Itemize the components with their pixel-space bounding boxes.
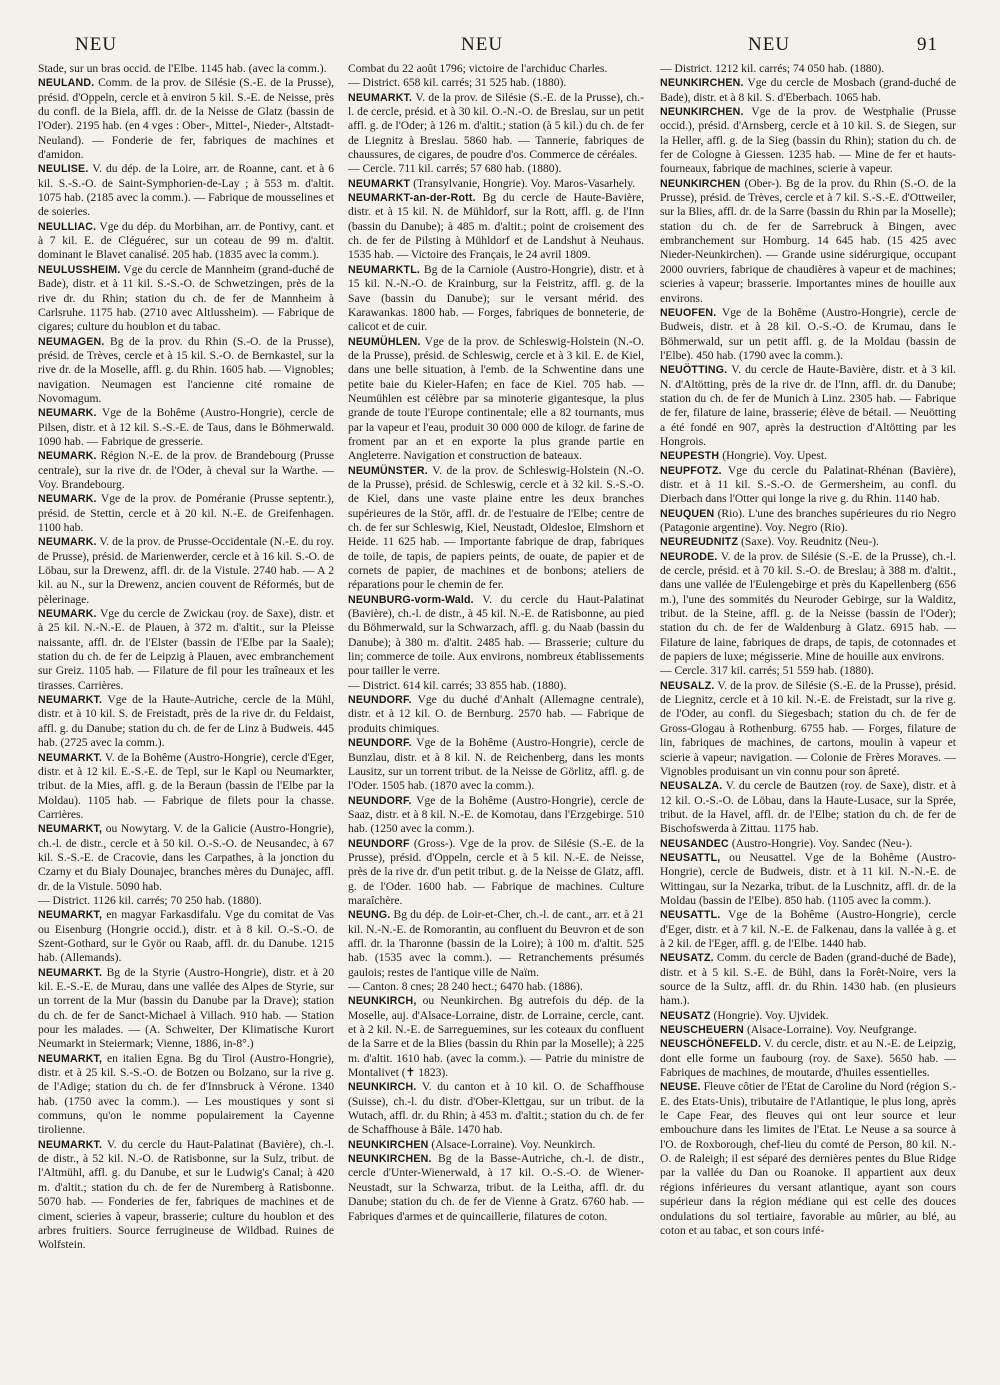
entry-headword: NEUNDORF. [348, 737, 412, 750]
dictionary-entry [348, 1080, 644, 1137]
entry-headword: NEURODE. [660, 550, 718, 563]
entry-text: Vge de la prov. de Schleswig-Holstein (N.-O. de la Prusse), présid. de Schleswig, cercle et à 3 kil. E. de Kiel, dans une belle situation, à l'emb. de la Schwentine dans une petite baie du Kieler-Hafen; en face de Kiel. 705 hab. — Neumühlen est célèbre par sa minoterie gigantesque, la plus grande de toute l'Europe continentale; elle a 82 tournants, mus par la vapeur et l'eau, produit 30 000 000 de kilogr. de farine de froment par an et en exporte la plus grande partie en Angleterre. Navigation et construction de bateaux. [348, 334, 644, 463]
entry-headword: NEUMARKT-an-der-Rott. [348, 192, 476, 205]
running-head-left: NEU [75, 34, 118, 55]
dictionary-entry [348, 593, 644, 679]
entry-headword: NEUMARKT. [348, 91, 413, 104]
entry-text: (Gross-). Vge de la prov. de Silésie (S.-E. de la Prusse), présid. d'Oppeln, cercle et à 5 kil. N.-E. de Neisse, près de la rive dr. d'un petit tribut. g. de la Neisse de Glatz, affl. g. de l'Oder. 1600 hab. — Fabrique de machines. Culture maraîchère. [348, 836, 644, 907]
dictionary-entry [348, 679, 644, 693]
dictionary-entry [38, 449, 334, 492]
entry-headword: NEUMARKT [348, 177, 411, 190]
entry-text: ou Neusattel. Vge de la Bohême (Austro-Hongrie), cercle de Budweis, distr. et à 11 kil. N.-N.-E. de Wittingau, sur la Nezarka, tribut. de la Luschnitz, affl. dr. de la Moldau (bassin de l'Elbe). 850 hab. (1105 avec la comm.). [660, 850, 956, 907]
entry-headword: NEUNKIRCHEN. [660, 106, 744, 119]
dictionary-entry [348, 837, 644, 909]
entry-text: V. de la Bohême (Austro-Hongrie), cercle d'Eger, distr. et à 12 kil. E.-S.-E. de Tepl, sur le Kapl ou Neumarkter, tribut. de la Mies, affl. g. de la Beraun (bassin de l'Elbe par la Moldau). 1105 hab. — Fabrique de filets pour la chasse. Carrières. [38, 750, 334, 821]
dictionary-entry [38, 908, 334, 965]
entry-headword: NEUMARK. [38, 493, 97, 506]
dictionary-entry [38, 1052, 334, 1138]
dictionary-entry [348, 191, 644, 263]
entry-text: Bg de la prov. du Rhin (S.-O. de la Prusse), présid. de Trèves, cercle et à 15 kil. S.-O. de Bernkastel, sur la rive dr. de la Moselle, affl. g. du Rhin. 1605 hab. — Vignobles; navigation. Neumagen est l'ancienne cité romaine de Novomagum. [38, 334, 334, 405]
entry-text: V. du cercle du Haut-Palatinat (Bavière), ch.-l. de distr., à 45 kil. N.-E. de Ratisbonne, au pied du Böhmerwald, sur la Schwarzach, affl. g. du Naab (bassin du Danube); à 380 m. d'altit. 2485 hab. — Brasserie; culture du lin; commerce de toile. Aux environs, nombreux établissements pour tailler le verre. [348, 592, 644, 678]
dictionary-entry [348, 1152, 644, 1224]
column-2 [348, 62, 644, 1372]
entry-headword: NEUNDORF [348, 837, 410, 850]
running-head-center: NEU [461, 34, 504, 55]
entry-headword: NEUMARKT. [38, 751, 103, 764]
dictionary-entry [348, 994, 644, 1080]
dictionary-entry [348, 693, 644, 736]
entry-text: — Cercle. 317 kil. carrés; 51 559 hab. (1880). [660, 664, 874, 678]
entry-text: (Austro-Hongrie). Voy. Sandec (Neu-). [731, 836, 913, 850]
dictionary-entry [38, 535, 334, 607]
dictionary-entry [38, 822, 334, 894]
entry-headword: NEUOFEN. [660, 306, 717, 319]
entry-headword: NEUMARKTL. [348, 263, 421, 276]
dictionary-entry [660, 550, 956, 665]
dictionary-entry [38, 966, 334, 1052]
dictionary-entry [660, 1080, 956, 1238]
dictionary-entry [660, 464, 956, 507]
dictionary-entry [38, 162, 334, 219]
entry-text: V. du dép. de la Loire, arr. de Roanne, cant. et à 6 kil. S.-S.-O. de Saint-Symphorien-de-Lay ; à 553 m. d'altit. 1075 hab. (2185 avec la comm.). — Fabrique de mousselines et de soieries. [38, 162, 334, 219]
entry-headword: NEUSANDEC [660, 837, 729, 850]
entry-headword: NEUMARK. [38, 536, 97, 549]
dictionary-entry [348, 980, 644, 994]
entry-text: Comm. du cercle de Baden (grand-duché de Bade), distr. et à 5 kil. S.-E. de Bühl, dans la Forêt-Noire, vers la source de la Sultz, affl. dr. du Rhin. 1430 hab. (en plusieurs ham.). [660, 951, 956, 1008]
entry-headword: NEULLIAC. [38, 220, 97, 233]
entry-text: Vge du cercle de Zwickau (roy. de Saxe), distr. et à 25 kil. N.-N.-E. de Plauen, à 372 m. d'altit., sur la Pleisse naissante, affl. dr. de l'Elster (bassin de l'Elbe par la Saale); station du ch. de fer de Leipzig à Plauen, avec embranchement sur Greiz. 1105 hab. — Filature de fil pour les traîneaux et les tirasses. Carrières. [38, 607, 334, 692]
entry-text: — Cercle. 711 kil. carrés; 57 680 hab. (1880). [348, 162, 562, 176]
entry-headword: NEUMARKT, [38, 823, 103, 836]
dictionary-entry [660, 507, 956, 536]
entry-text: en magyar Farkasdifalu. Vge du comitat de Vas ou Eisenburg (Hongrie occid.), distr. et à 8 kil. O.-S.-O. de Szent-Gothard, sur le Györ ou Raab, affl. dr. du Danube. 1215 hab. (Allemands). [38, 908, 334, 965]
dictionary-entry [660, 306, 956, 363]
entry-headword: NEUMARKT, [38, 1052, 103, 1065]
dictionary-entry [38, 62, 334, 76]
entry-text: — District. 1212 kil. carrés; 74 050 hab. (1880). [660, 62, 885, 75]
entry-text: V. de la prov. de Schleswig-Holstein (N.-O. de la Prusse), présid. de Schleswig, cercle et à 32 kil. S.-S.-O. de Kiel, dans une vaste plaine entre les deux branches supérieures de la Stör, affl. dr. de l'estuaire de l'Elbe; centre de ch. de fer sur Schleswig, Kiel, Neustadt, Oldesloe, Elmshorn et Heide. 11 625 hab. — Importante fabrique de drap, fabriques de toile, de tapis, de papiers peints, de ouate, de papier et de cornets de papier, de machines et de bonbons; ateliers de réparations pour le chemin de fer. [348, 463, 644, 592]
entry-text: ou Neunkirchen. Bg autrefois du dép. de la Moselle, auj. d'Alsace-Lorraine, distr. de Lorraine, cercle, cant. et à 2 kil. N.-E. de Sarreguemines, sur les coteaux du confluent de la Sarre et de la Blies (bassin du Rhin par la Moselle); à 225 m. d'altit. 1610 hab. (avec la comm.). — Patrie du ministre de Montalivet (✝ 1823). [348, 994, 644, 1080]
dictionary-entry [660, 1023, 956, 1037]
entry-headword: NEUNKIRCH. [348, 1081, 417, 1094]
entry-headword: NEUSATZ. [660, 952, 714, 965]
dictionary-entry [38, 220, 334, 263]
entry-text: Vge de la prov. de Poméranie (Prusse septentr.), présid. de Stettin, cercle et à 20 kil. N.-E. de Greifenhagen. 1100 hab. [38, 492, 334, 534]
entry-headword: NEUMARKT. [38, 966, 103, 979]
entry-text: (Transylvanie, Hongrie). Voy. Maros-Vasarhely. [413, 176, 636, 190]
entry-headword: NEUSATTL, [660, 851, 721, 864]
entry-headword: NEULAND. [38, 77, 95, 90]
dictionary-entry [348, 62, 644, 76]
entry-text: (Saxe). Voy. Reudnitz (Neu-). [741, 535, 879, 549]
dictionary-entry [660, 679, 956, 779]
entry-headword: NEUMARK. [38, 608, 97, 621]
entry-headword: NEUNKIRCH, [348, 995, 417, 1008]
entry-text: Vge de la Haute-Autriche, cercle de la Mühl, distr. et à 10 kil. S. de Freistadt, près de la rive dr. du Feldaist, affl. g. du Danube; station du ch. de fer de Linz à Budweis. 445 hab. (2725 avec la comm.). [38, 693, 334, 750]
page-number: 91 [917, 34, 938, 55]
entry-headword: NEUPESTH [660, 450, 720, 463]
dictionary-entry [660, 105, 956, 177]
entry-text: — District. 658 kil. carrés; 31 525 hab. (1880). [348, 76, 567, 90]
entry-text: (Ober-). Bg de la prov. du Rhin (S.-O. de la Prusse), présid. de Trèves, cercle et à 7 kil. S.-S.-E. d'Ottweiler, sur la Blies, affl. dr. de la Sarre (bassin du Rhin par la Moselle); station du ch. de fer de Sarrebruck à Bingen, avec embranchement sur Homburg. 14 645 hab. (15 425 avec Nieder-Neunkirchen). — Grande usine sidérurgique, occupant 2000 ouvriers, fabrique de chaudières à vapeur et de machines; scieries à vapeur; brasserie. Importantes mines de houille aux environs. [660, 176, 956, 305]
entry-text: V. de la prov. de Silésie (S.-E. de la Prusse), ch.-l. de cercle, présid. et à 70 kil. S.-O. de Breslau; à 388 m. d'altit., dans une vallée de l'Eulengebirge et près du Kapellenberg (656 m.), l'une des sommités du Neuroder Gebirge, sur la Walditz, tribut. de la Steine, affl. g. de la Neisse (bassin de l'Oder); station du ch. de fer de Waldenburg à Glatz. 6915 hab. — Filature de laine, fabriques de draps, de tapis, de cotonnades et de papiers de luxe; mégisserie. Mine de houille aux environs. [660, 549, 956, 664]
dictionary-entry [348, 1138, 644, 1152]
entry-text: V. du cercle, distr. et au N.-E. de Leipzig, dont elle forme un faubourg (roy. de Saxe). 5650 hab. — Fabriques de machines, de moutarde, d'huiles essentielles. [660, 1037, 956, 1080]
entry-text: Vge de la Bohême (Austro-Hongrie), cercle de Saaz, distr. et à 8 kil. N.-E. de Komotau, dans l'Erzgebirge. 510 hab. (1250 avec la comm.). [348, 793, 644, 836]
entry-text: V. de la prov. de Silésie (S.-E. de la Prusse), ch.-l. de cercle, présid. et à 30 kil. O.-N.-O. de Breslau, sur un petit affl. g. de l'Oder; à 126 m. d'altit.; station (à 5 kil.) du ch. de fer de Liegnitz à Breslau. 5860 hab. — Tannerie, fabriques de chaussures, de cigares, de poudre d'os. Commerce de céréales. [348, 90, 644, 162]
dictionary-entry [348, 76, 644, 90]
entry-text: Vge de la prov. de Westphalie (Prusse occid.), présid. d'Arnsberg, cercle et à 10 kil. S. de Siegen, sur la Heller, affl. g. de la Sieg (bassin du Rhin); station du ch. de fer de Cologne à Giessen. 1235 hab. — Mine de fer et hauts-fourneaux, fabrique de machines, scierie à vapeur. [660, 105, 956, 176]
entry-text: Vge de la Bohême (Austro-Hongrie), cercle de Budweis, distr. et à 28 kil. O.-S.-O. de Krumau, dans le Böhmerwald, sur un petit affl. g. de la Moldau (bassin de l'Elbe). 450 hab. (1790 avec la comm.). [660, 305, 956, 362]
running-head-right: NEU [748, 34, 791, 55]
entry-headword: NEUSALZ. [660, 679, 715, 692]
entry-headword: NEUNBURG-vorm-Wald. [348, 593, 474, 606]
entry-text: (Alsace-Lorraine). Voy. Neufgrange. [746, 1023, 917, 1037]
entry-headword: NEUMARK. [38, 407, 97, 420]
entry-headword: NEUMARKT. [38, 1138, 103, 1151]
entry-text: (Hongrie). Voy. Upest. [722, 449, 827, 463]
entry-headword: NEUMARKT. [38, 694, 103, 707]
dictionary-entry [38, 894, 334, 908]
entry-text: — District. 614 kil. carrés; 33 855 hab. (1880). [348, 678, 567, 692]
entry-headword: NEUNDORF. [348, 794, 412, 807]
entry-headword: NEUNG. [348, 909, 391, 922]
dictionary-entry [38, 607, 334, 693]
entry-text: — District. 1126 kil. carrés; 70 250 hab. (1880). [38, 893, 262, 907]
dictionary-entry [660, 76, 956, 105]
entry-headword: NEUMÜNSTER. [348, 464, 428, 477]
dictionary-entry [38, 1138, 334, 1253]
dictionary-entry [38, 492, 334, 535]
dictionary-entry [348, 162, 644, 176]
dictionary-entry [38, 76, 334, 162]
dictionary-entry [348, 177, 644, 191]
dictionary-entry [38, 263, 334, 335]
dictionary-entry [660, 779, 956, 836]
entry-headword: NEUSATZ [660, 1009, 711, 1022]
dictionary-entry [660, 535, 956, 549]
dictionary-entry [660, 908, 956, 951]
entry-headword: NEUNKIRCHEN [660, 177, 741, 190]
entry-headword: NEUMARKT, [38, 909, 103, 922]
entry-text: Stade, sur un bras occid. de l'Elbe. 1145 hab. (avec la comm.). [38, 62, 327, 75]
column-1 [38, 62, 334, 1372]
dictionary-entry [660, 177, 956, 306]
entry-text: — Canton. 8 cnes; 28 240 hect.; 6470 hab. (1886). [348, 980, 583, 993]
entry-text: Vge du cercle de Mannheim (grand-duché de Bade), distr. et à 11 kil. S.-S.-O. de Schwetzingen, près de la rive dr. du Rhin; station du ch. de fer de Mannheim à Carlsruhe. 1175 hab. (2710 avec Altlussheim). — Fabrique de cigares; culture du houblon et du tabac. [38, 262, 334, 334]
entry-text: Vge du cercle du Palatinat-Rhénan (Bavière), distr. et à 11 kil. S.-S.-O. de Germersheim, au confl. du Dierbach dans l'Otter qui longe la rive g. du Rhin. 1140 hab. [660, 463, 956, 506]
entry-headword: NEULISE. [38, 163, 89, 176]
dictionary-entry [348, 464, 644, 593]
entry-headword: NEUQUEN [660, 507, 715, 520]
entry-headword: NEUNKIRCHEN. [348, 1153, 432, 1166]
entry-text: Bg de la Styrie (Austro-Hongrie), distr. et à 20 kil. E.-S.-E. de Murau, dans une vallée des Alpes de Styrie, sur un torrent de la Mur (bassin du Danube par la Drave); station du ch. de fer de Sanct-Michael à Villach. 910 hab. — Station pour les malades. — (A. Schweiter, Der Klimatische Kurort Neumarkt in Steiermark; Vienne, 1886, in-8°.) [38, 965, 334, 1051]
dictionary-entry [38, 335, 334, 407]
dictionary-entry [660, 363, 956, 449]
entry-text: Vge de la Bohême (Austro-Hongrie), cercle de Bunzlau, distr. et à 8 kil. N. de Reichenberg, dans les monts Lausitz, sur un torrent tribut. de la Neisse de Görlitz, affl. g. de l'Oder. 1505 hab. (1870 avec la comm.). [348, 736, 644, 793]
entry-text: V. du cercle du Haut-Palatinat (Bavière), ch.-l. de distr., à 52 kil. N.-O. de Ratisbonne, sur la Sulz, tribut. de l'Altmühl, affl. g. du Danube, et sur le Ludwig's Canal; à 420 m. d'altit.; station du ch. de fer de Nuremberg à Ratisbonne. 5070 hab. — Fonderies de fer, fabriques de machines et de ciment, scieries à vapeur, brasserie; culture du houblon et des arbres fruitiers. Source ferrugineuse de Wildbad. Ruines de Wolfstein. [38, 1137, 334, 1252]
entry-text: Bg du dép. de Loir-et-Cher, ch.-l. de cant., arr. et à 21 kil. N.-N.-E. de Romorantin, au confluent du Beuvron et de son affl. dr. la Tharonne (bassin de la Loire); à 100 m. d'altit. 525 hab. (1535 avec la comm.). — Retranchements présumés gaulois; restes de l'antique ville de Naïm. [348, 908, 644, 979]
running-head [0, 30, 1000, 60]
entry-text: en italien Egna. Bg du Tirol (Austro-Hongrie), distr. et à 25 kil. S.-S.-O. de Botzen ou Bolzano, sur la rive g. de l'Adige; station du ch. de fer d'Innsbruck à Vérone. 1340 hab. (1750 avec la comm.). — Les moustiques y sont si communs, qu'on le nomme populairement la Cayenne tirolienne. [38, 1051, 334, 1137]
entry-text: V. de la prov. de Prusse-Occidentale (N.-E. du roy. de Prusse), présid. de Marienwerder, cercle et à 16 kil. S.-O. de Löbau, sur la Drewenz, affl. dr. de la Vistule. 2740 hab. — A 2 kil. au N., sur la Drewenz, ancien couvent de Réformés, but de pèlerinage. [38, 535, 334, 606]
dictionary-entry [660, 951, 956, 1008]
entry-headword: NEUMARK. [38, 450, 97, 463]
entry-headword: NEUNDORF. [348, 694, 412, 707]
dictionary-entry [660, 1037, 956, 1080]
entry-headword: NEUMÜHLEN. [348, 335, 421, 348]
entry-headword: NEUPFOTZ. [660, 464, 722, 477]
dictionary-entry [348, 263, 644, 335]
entry-text: (Alsace-Lorraine). Voy. Neunkirch. [431, 1137, 596, 1151]
entry-text: Fleuve côtier de l'Etat de Caroline du Nord (région S.-E. des Etats-Unis), tributaire de l'Atlantique, le plus long, après le Cape Fear, des fleuves qui ont leur source et leur embouchure dans les limites de l'Etat. Le Neuse a sa source à l'O. de Roxborough, chef-lieu du comté de Person, 80 kil. N.-O. de Raleigh; il est séparé des dernières pentes du Blue Ridge par la vallée du Dan ou Roanoke. Il appartient aux deux régions inférieures du versant atlantique, ayant son cours supérieur dans la région médiane qui est celle des douces ondulations du sol tertiaire, favorable au mûrier, au blé, au coton et au tabac, et son cours infé- [660, 1080, 956, 1237]
entry-text: Bg du cercle de Haute-Bavière, distr. et à 15 kil. N. de Mühldorf, sur la Rott, affl. g. de l'Inn (bassin du Danube); à 485 m. d'altit.; point de croisement des ch. de fer de Pilsting à Mühldorf et de Landshut à Neuhaus. 1535 hab. — Victoire des Français, le 24 avril 1809. [348, 191, 644, 262]
dictionary-entry [660, 449, 956, 463]
entry-headword: NEUSCHÖNEFELD. [660, 1038, 762, 1051]
entry-headword: NEULUSSHEIM. [38, 263, 121, 276]
entry-text: V. du canton et à 10 kil. O. de Schaffhouse (Suisse), ch.-l. du distr. d'Ober-Klettgau, sur un tribut. de la Wutach, affl. dr. du Rhin; à 453 m. d'altit.; station du ch. de fer de Schaffhouse à Bâle. 1470 hab. [348, 1080, 644, 1137]
dictionary-entry [348, 736, 644, 793]
entry-text: V. de la prov. de Silésie (S.-E. de la Prusse), présid. de Liegnitz, cercle et à 10 kil. N.-E. de Freistadt, sur la rive g. de l'Oder, au confl. du Siegesbach; station du ch. de fer de Gross-Glogau à Rothenburg. 6755 hab. — Forges, filature de lin, fabriques de machines, de cartons, moulin à vapeur et scierie à vapeur; navigation. — Colonie de Frères Moraves. — Vignobles produisant un vin connu pour son âpreté. [660, 678, 956, 778]
dictionary-entry [660, 851, 956, 908]
entry-headword: NEUSATTL. [660, 909, 721, 922]
dictionary-entry [348, 91, 644, 163]
dictionary-entry [38, 751, 334, 823]
entry-text: ou Nowytarg. V. de la Galicie (Austro-Hongrie), ch.-l. de distr., cercle et à 50 kil. O.-S.-O. de Neusandec, à 67 kil. S.-S.-E. de Cracovie, dans les Carpathes, à la jonction du Czarny et du Bialy Dounajec, branches mères du Dunajec, affl. dr. de la Vistule. 5090 hab. [38, 822, 334, 893]
entry-headword: NEUNKIRCHEN [348, 1138, 429, 1151]
entry-text: Région N.-E. de la prov. de Brandebourg (Prusse centrale), sur la rive dr. de l'Oder, à cheval sur la Warthe. — Voy. Brandebourg. [38, 449, 334, 491]
entry-text: Bg de la Basse-Autriche, ch.-l. de distr., cercle d'Unter-Wienerwald, à 17 kil. O.-S.-O. de Wiener-Neustadt, sur la Schwarza, tribut. de la Leitha, affl. dr. du Danube; station du ch. de fer de Vienne à Gratz. 6760 hab. — Fabriques d'armes et de quincaillerie, filatures de coton. [348, 1152, 644, 1223]
dictionary-entry [660, 62, 956, 76]
dictionary-entry [660, 1009, 956, 1023]
entry-text: Vge du dép. du Morbihan, arr. de Pontivy, cant. et à 7 kil. E. de Cléguérec, sur un coteau de 99 m. d'altit. dominant le Blavet canalisé. 205 hab. (1835 avec la comm.). [38, 219, 334, 262]
entry-text: Bg de la Carniole (Austro-Hongrie), distr. et à 15 kil. N.-N.-O. de Krainburg, sur la Feistritz, affl. g. de la Save (bassin du Danube); sur le versant mérid. des Karawankas. 1800 hab. — Forges, fabriques de bonneterie, de calicot et de cuir. [348, 262, 644, 334]
entry-text: V. du cercle de Haute-Bavière, distr. et à 3 kil. N. d'Altötting, près de la rive dr. de l'Inn, affl. dr. du Danube; station du ch. de fer de Munich à Linz. 2305 hab. — Fabrique de fer, filature de laine, brasserie; élève de bétail. — Neuötting a été fondé en 907, après la destruction d'Altötting par les Hongrois. [660, 363, 956, 448]
column-3 [660, 62, 956, 1372]
entry-text: (Rio). L'une des branches supérieures du rio Negro (Patagonie argentine). Voy. Negro (Rio). [660, 506, 956, 534]
entry-headword: NEUREUDNITZ [660, 536, 739, 549]
entry-text: Vge du cercle de Mosbach (grand-duché de Bade), distr. et à 8 kil. S. d'Eberbach. 1065 hab. [660, 76, 956, 104]
entry-text: Combat du 22 août 1796; victoire de l'archiduc Charles. [348, 62, 608, 75]
entry-headword: NEUSE. [660, 1081, 701, 1094]
dictionary-entry [38, 406, 334, 449]
dictionary-entry [348, 908, 644, 980]
entry-headword: NEUSCHEUERN [660, 1024, 745, 1037]
dictionary-entry [660, 837, 956, 851]
entry-text: (Hongrie). Voy. Ujvidek. [713, 1008, 829, 1022]
dictionary-entry [348, 794, 644, 837]
entry-headword: NEUNKIRCHEN. [660, 77, 744, 90]
dictionary-entry [348, 335, 644, 464]
entry-text: Vge du duché d'Anhalt (Allemagne centrale), distr. et à 12 kil. O. de Bernburg. 2570 hab. — Fabrique de produits chimiques. [348, 693, 644, 735]
entry-text: V. du cercle de Bautzen (roy. de Saxe), distr. et à 12 kil. O.-S.-O. de Löbau, dans la Haute-Lusace, sur la Sprée, tribut. de la Havel, affl. dr. de l'Elbe; station du ch. de fer de Bischofswerda à Zittau. 1175 hab. [660, 779, 956, 836]
entry-text: Vge de la Bohême (Austro-Hongrie), cercle de Pilsen, distr. et à 12 kil. S.-S.-E. de Taus, dans le Böhmerwald. 1090 hab. — Fabrique de gresserie. [38, 406, 334, 448]
entry-headword: NEUÖTTING. [660, 364, 728, 377]
text-columns [38, 62, 972, 1372]
entry-headword: NEUMAGEN. [38, 335, 105, 348]
entry-headword: NEUSALZA. [660, 780, 723, 793]
dictionary-entry [38, 693, 334, 750]
entry-text: Vge de la Bohême (Austro-Hongrie), cercle d'Eger, distr. et à 7 kil. N.-E. de Falkenau, dans la vallée à g. et à 2 kil. de l'Eger, affl. g. de l'Elbe. 1440 hab. [660, 908, 956, 950]
dictionary-entry [660, 664, 956, 678]
entry-text: Comm. de la prov. de Silésie (S.-E. de la Prusse), présid. d'Oppeln, cercle et à environ 5 kil. S.-E. de Neisse, près du confl. de la Biela, affl. dr. de la Neisse de Glatz (bassin de l'Oder). 2195 hab. (en 4 vges : Ober-, Mittel-, Nieder-, Altstadt-Neuland). — Fonderie de fer, fabriques de machines et d'amidon. [38, 76, 334, 162]
